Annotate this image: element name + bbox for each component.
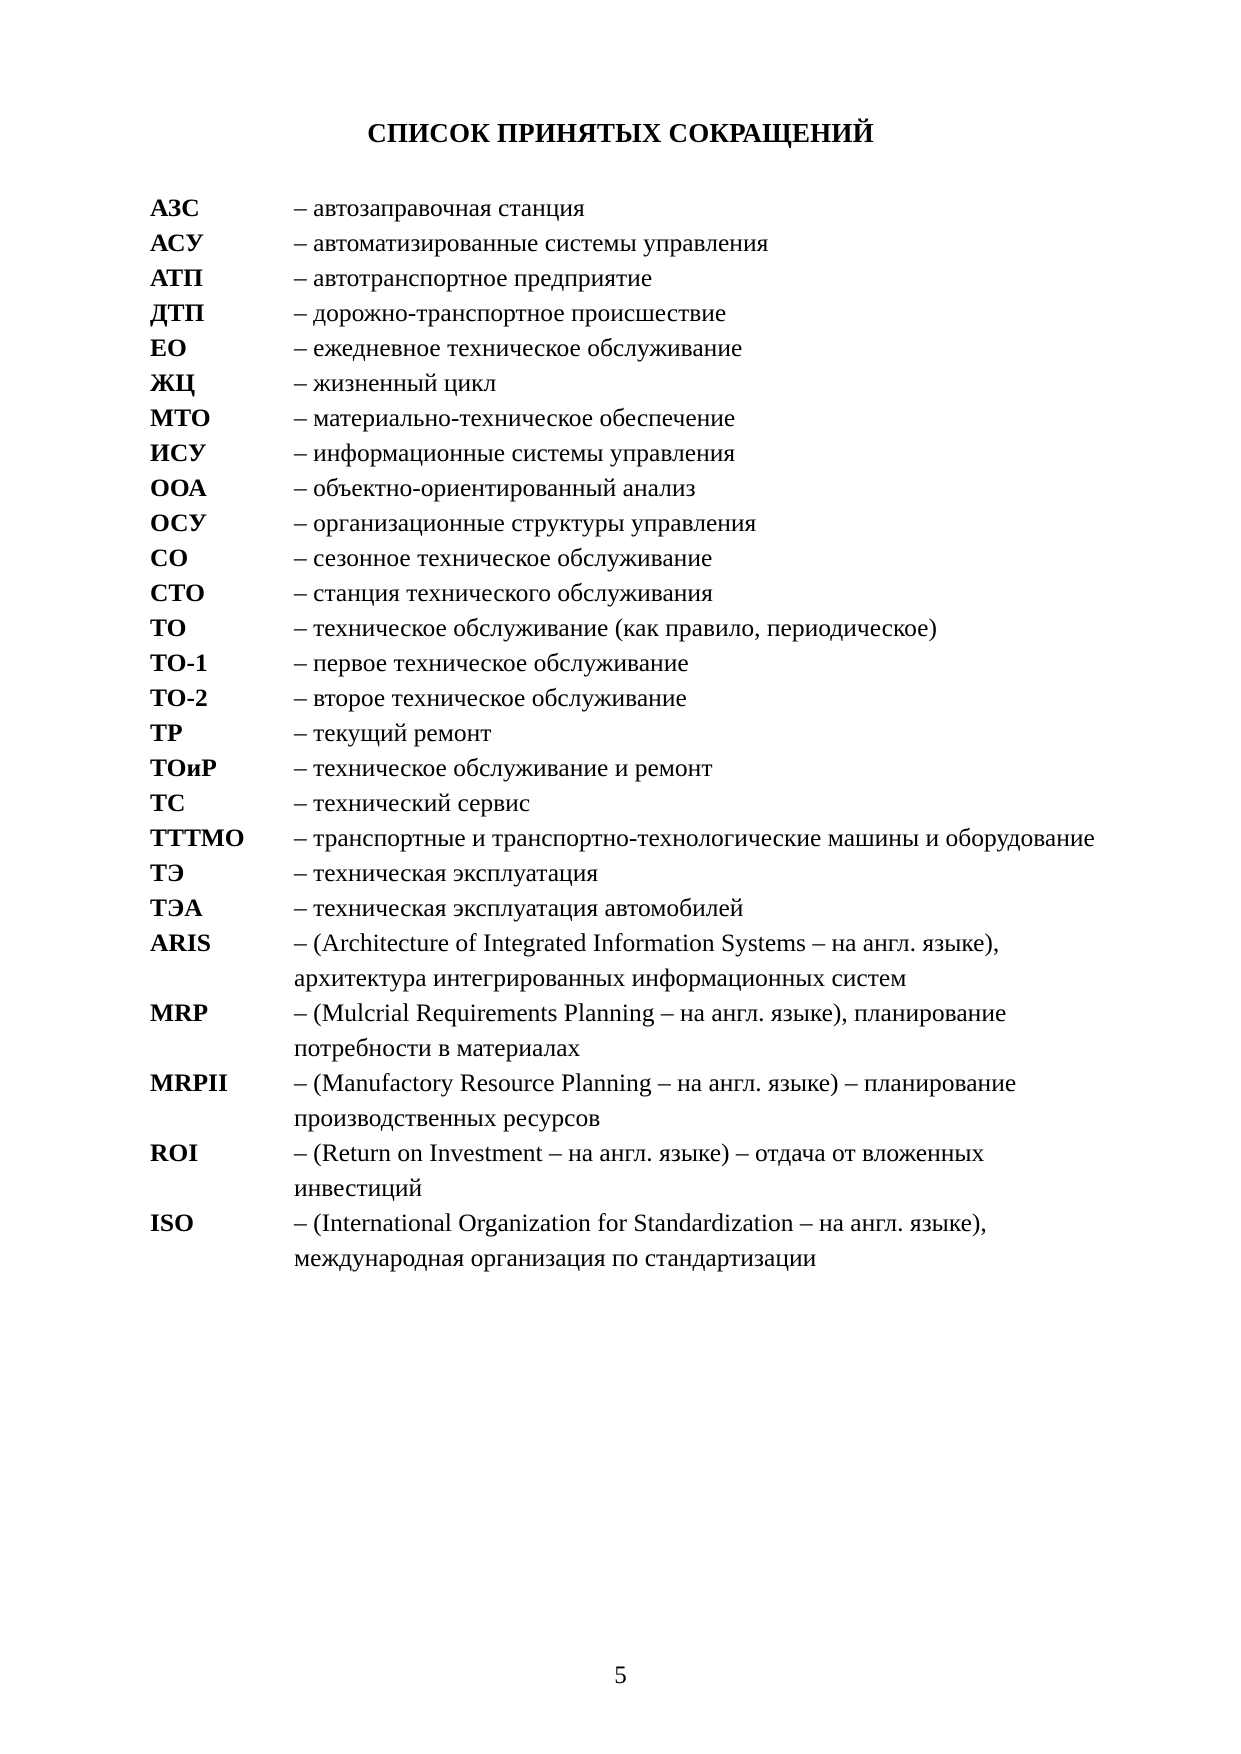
- abbreviation-term: СТО: [150, 578, 205, 607]
- abbreviation-definition: – технический сервис: [294, 788, 531, 817]
- abbreviation-definition: – ежедневное техническое обслуживание: [294, 333, 743, 362]
- page-title: СПИСОК ПРИНЯТЫХ СОКРАЩЕНИЙ: [367, 118, 874, 148]
- abbreviation-definition: – дорожно-транспортное происшествие: [294, 298, 727, 327]
- abbreviation-entry: [150, 925, 1110, 995]
- abbreviation-term: ТО-2: [150, 683, 208, 712]
- abbreviation-definition: – (Return on Investment – на англ. языке) – отдача от вложенных инвестиций: [294, 1138, 985, 1202]
- abbreviation-entry: [150, 540, 1110, 575]
- abbreviation-definition: – информационные системы управления: [294, 438, 736, 467]
- abbreviation-definition: – автозаправочная станция: [294, 193, 585, 222]
- abbreviation-term: ТЭ: [150, 858, 185, 887]
- page-number: 5: [614, 1662, 627, 1689]
- abbreviation-entry: [150, 1065, 1110, 1135]
- abbreviation-entry: [150, 680, 1110, 715]
- abbreviation-term: ТОиР: [150, 753, 217, 782]
- abbreviation-definition: – автоматизированные системы управления: [294, 228, 769, 257]
- abbreviation-definition: – техническая эксплуатация: [294, 858, 599, 887]
- abbreviation-entry: [150, 750, 1110, 785]
- abbreviations-list: [150, 190, 1110, 1275]
- abbreviation-term: ТЭА: [150, 893, 203, 922]
- abbreviation-entry: [150, 435, 1110, 470]
- abbreviation-definition: – объектно-ориентированный анализ: [294, 473, 696, 502]
- abbreviation-definition: – транспортные и транспортно-технологические машины и оборудование: [294, 823, 1095, 852]
- abbreviation-entry: [150, 645, 1110, 680]
- abbreviation-term: ООА: [150, 473, 207, 502]
- abbreviation-entry: [150, 715, 1110, 750]
- abbreviation-definition: – станция технического обслуживания: [294, 578, 713, 607]
- abbreviation-definition: – сезонное техническое обслуживание: [294, 543, 713, 572]
- abbreviation-term: ИСУ: [150, 438, 207, 467]
- abbreviation-term: MRP: [150, 998, 209, 1027]
- abbreviation-definition: – текущий ремонт: [294, 718, 492, 747]
- abbreviation-term: ТС: [150, 788, 186, 817]
- abbreviation-entry: [150, 1135, 1110, 1205]
- abbreviation-definition: – автотранспортное предприятие: [294, 263, 653, 292]
- abbreviation-term: ТО: [150, 613, 187, 642]
- abbreviation-term: АСУ: [150, 228, 204, 257]
- abbreviation-term: АТП: [150, 263, 204, 292]
- abbreviation-definition: – организационные структуры управления: [294, 508, 757, 537]
- abbreviation-definition: – (Manufactory Resource Planning – на англ. языке) – планирование производственных ресурсов: [294, 1068, 1017, 1132]
- abbreviation-entry: [150, 890, 1110, 925]
- abbreviation-entry: [150, 400, 1110, 435]
- abbreviation-definition: – (International Organization for Standardization – на англ. языке), международная организация по стандартизации: [294, 1208, 987, 1272]
- abbreviation-entry: [150, 295, 1110, 330]
- abbreviation-term: ТР: [150, 718, 183, 747]
- abbreviation-term: MRPII: [150, 1068, 228, 1097]
- abbreviation-definition: – (Architecture of Integrated Information Systems – на англ. языке), архитектура интегрированных информационных систем: [294, 928, 1000, 992]
- abbreviation-entry: [150, 330, 1110, 365]
- abbreviation-entry: [150, 365, 1110, 400]
- abbreviation-term: ТТТМО: [150, 823, 245, 852]
- abbreviation-entry: [150, 855, 1110, 890]
- abbreviation-term: СО: [150, 543, 189, 572]
- abbreviation-term: МТО: [150, 403, 211, 432]
- abbreviation-entry: [150, 785, 1110, 820]
- abbreviation-term: АЗС: [150, 193, 200, 222]
- abbreviation-definition: – техническое обслуживание и ремонт: [294, 753, 713, 782]
- abbreviation-definition: – (Mulcrial Requirements Planning – на англ. языке), планирование потребности в материалах: [294, 998, 1007, 1062]
- abbreviation-entry: [150, 505, 1110, 540]
- abbreviation-term: ROI: [150, 1138, 199, 1167]
- abbreviation-entry: [150, 225, 1110, 260]
- abbreviation-definition: – техническая эксплуатация автомобилей: [294, 893, 744, 922]
- abbreviation-entry: [150, 1205, 1110, 1275]
- abbreviation-term: ЕО: [150, 333, 187, 362]
- abbreviation-entry: [150, 470, 1110, 505]
- abbreviation-definition: – второе техническое обслуживание: [294, 683, 687, 712]
- abbreviation-entry: [150, 190, 1110, 225]
- abbreviation-term: ISO: [150, 1208, 194, 1237]
- abbreviation-definition: – материально-техническое обеспечение: [294, 403, 736, 432]
- abbreviation-entry: [150, 610, 1110, 645]
- abbreviation-entry: [150, 995, 1110, 1065]
- abbreviation-definition: – техническое обслуживание (как правило, периодическое): [294, 613, 937, 642]
- abbreviation-entry: [150, 575, 1110, 610]
- abbreviation-entry: [150, 260, 1110, 295]
- abbreviation-term: ТО-1: [150, 648, 208, 677]
- abbreviation-definition: – первое техническое обслуживание: [294, 648, 689, 677]
- abbreviation-term: ОСУ: [150, 508, 207, 537]
- abbreviation-term: ARIS: [150, 928, 211, 957]
- abbreviation-term: ЖЦ: [150, 368, 196, 397]
- abbreviation-entry: [150, 820, 1110, 855]
- abbreviation-term: ДТП: [150, 298, 205, 327]
- abbreviation-definition: – жизненный цикл: [294, 368, 497, 397]
